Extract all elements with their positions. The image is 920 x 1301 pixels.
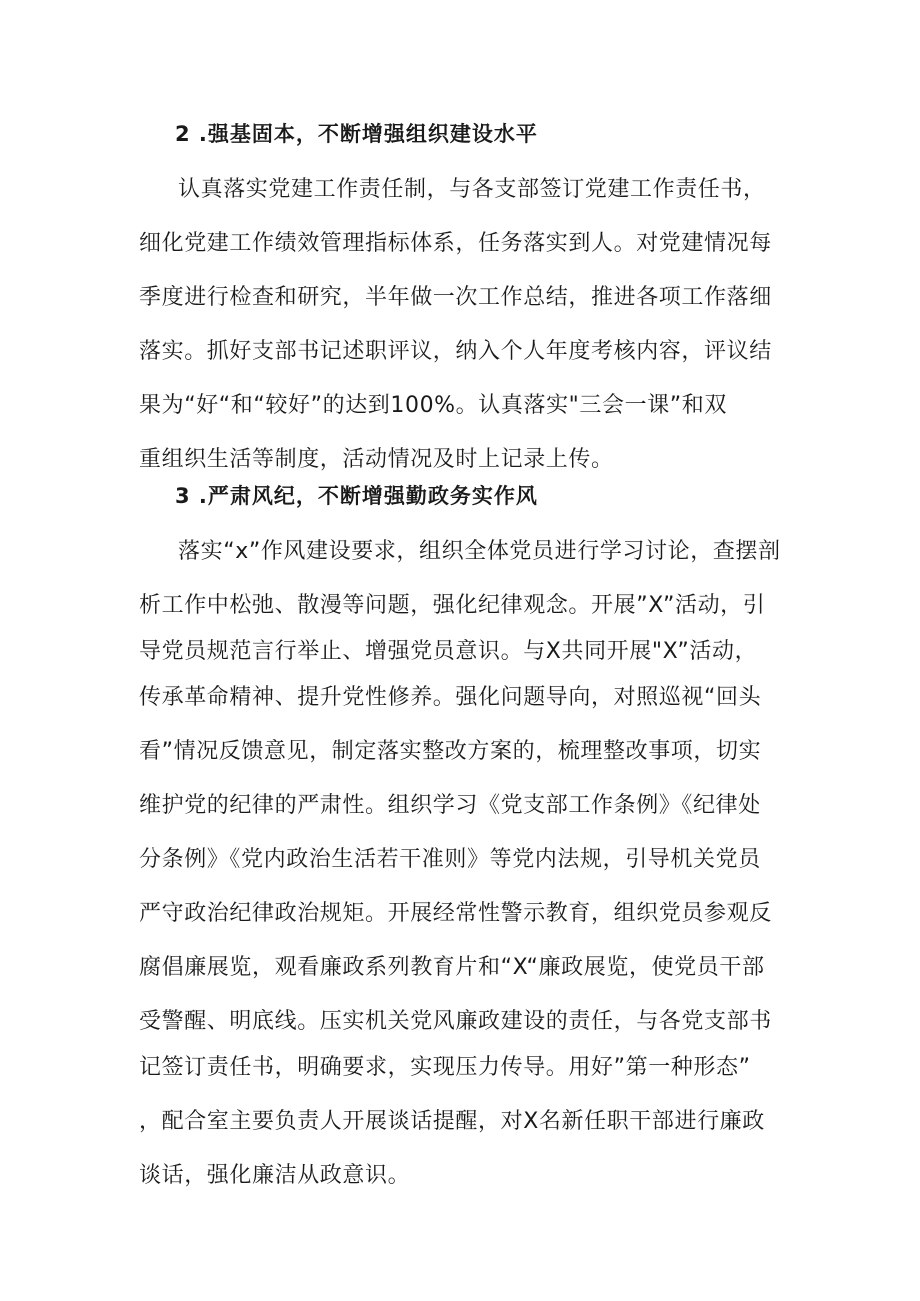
section-3-line: 落实“x”作风建设要求，组织全体党员进行学习讨论，查摆剖 (178, 539, 781, 564)
section-3-heading: 3 .严肃风纪，不断增强勤政务实作风 (175, 484, 538, 508)
section-3-line: 导党员规范言行举止、增强党员意识。与X共同开展"X”活动， (139, 639, 758, 664)
section-3-line: 腐倡廉展览，观看廉政系列教育片和“X“廉政展览，使党员干部 (139, 955, 765, 980)
section-2-line: 细化党建工作绩效管理指标体系，任务落实到人。对党建情况每 (139, 231, 772, 256)
section-3-line: 谈话，强化廉洁从政意识。 (139, 1163, 411, 1188)
section-3-line: 看”情况反馈意见，制定落实整改方案的，梳理整改事项，切实 (139, 739, 762, 764)
section-2-line: 果为“好“和“较好”的达到100%。认真落实"三会一课”和双 (139, 393, 728, 418)
section-3-line: ，配合室主要负责人开展谈话提醒，对X名新任职干部进行廉政 (139, 1109, 765, 1134)
section-2-line: 认真落实党建工作责任制，与各支部签订党建工作责任书， (178, 177, 766, 202)
section-3-line: 记签订责任书，明确要求，实现压力传导。用好”第一种形态” (139, 1055, 751, 1080)
section-2-line: 重组织生活等制度，活动情况及时上记录上传。 (139, 447, 614, 472)
section-3-line: 严守政治纪律政治规矩。开展经常性警示教育，组织党员参观反 (139, 901, 772, 926)
section-3-line: 受警醒、明底线。压实机关党风廉政建设的责任，与各党支部书 (139, 1009, 772, 1034)
section-2-line: 季度进行检查和研究，半年做一次工作总结，推进各项工作落细 (139, 285, 772, 310)
section-2-heading: 2 .强基固本，不断增强组织建设水平 (175, 122, 538, 146)
section-3-line: 传承革命精神、提升党性修养。强化问题导向，对照巡视“回头 (139, 685, 762, 710)
section-3-line: 分条例》《党内政治生活若干准则》等党内法规，引导机关党员 (139, 847, 761, 872)
section-3-line: 析工作中松弛、散漫等问题，强化纪律观念。开展”X”活动，引 (139, 593, 766, 618)
section-2-line: 落实。抓好支部书记述职评议，纳入个人年度考核内容，评议结 (139, 339, 772, 364)
section-3-line: 维护党的纪律的严肃性。组织学习《党支部工作条例》《纪律处 (139, 793, 761, 818)
